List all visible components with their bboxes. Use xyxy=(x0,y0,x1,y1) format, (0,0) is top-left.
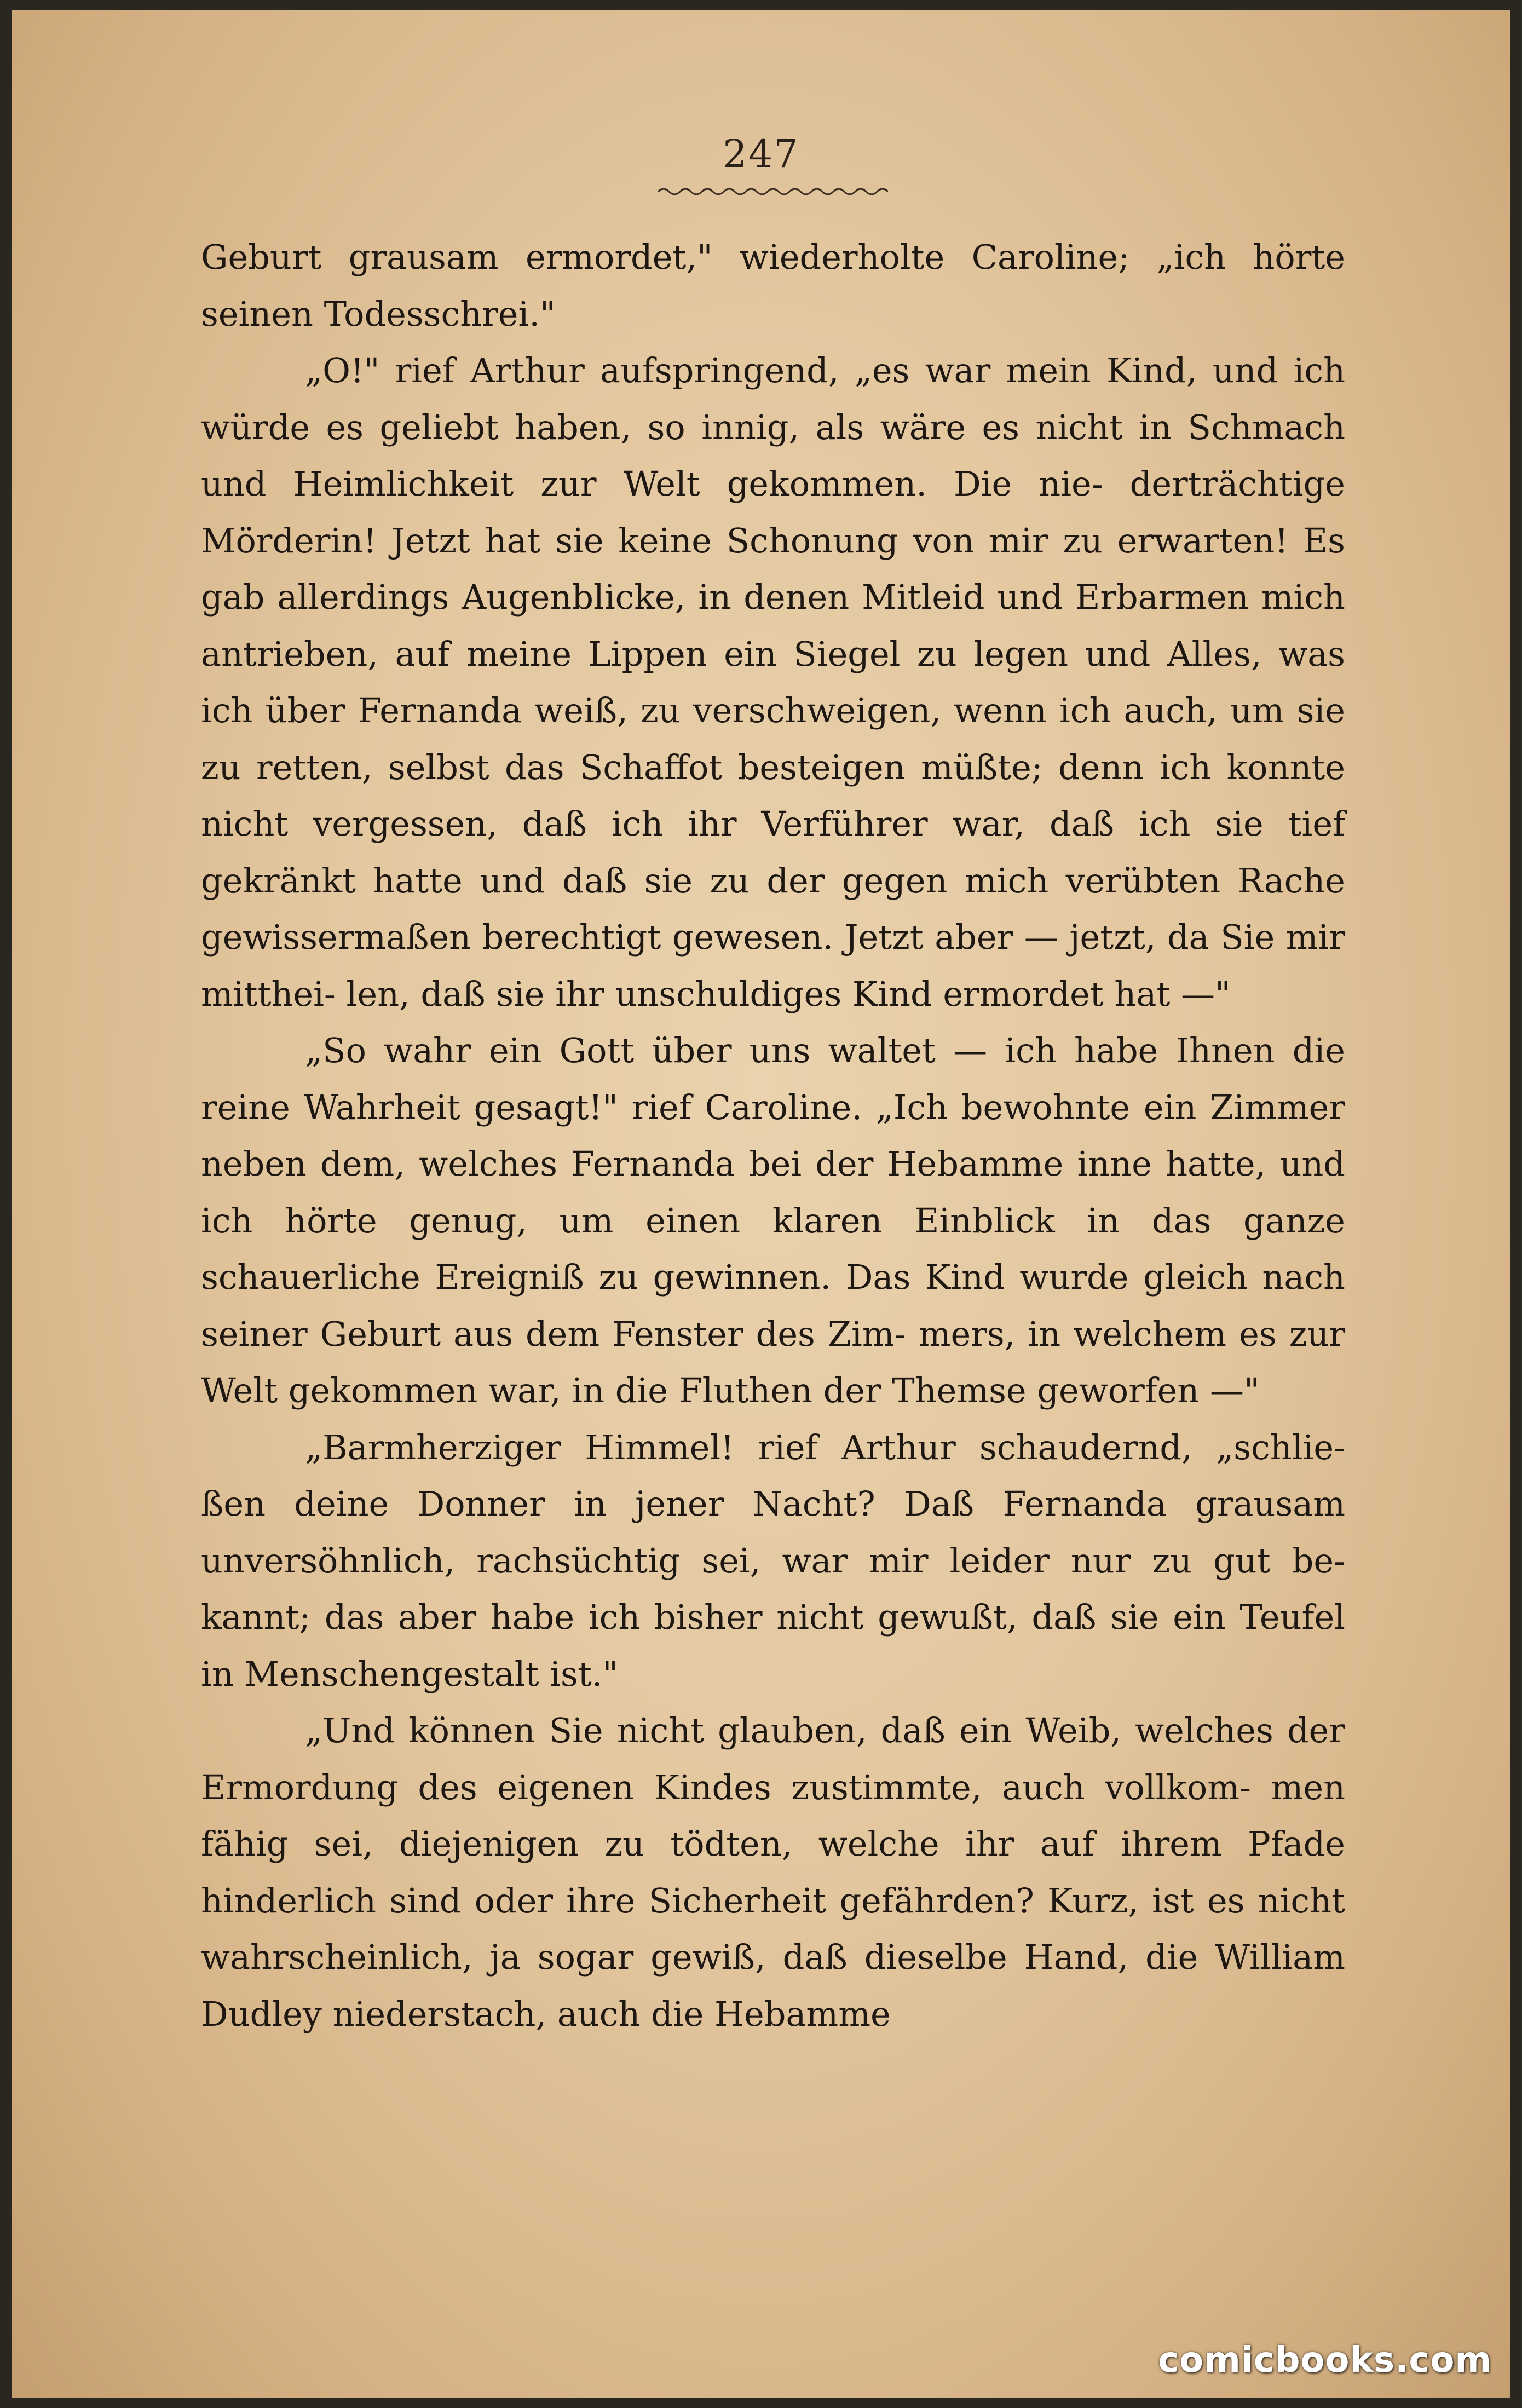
paragraph-3: „So wahr ein Gott über uns waltet — ich habe Ihnen die reine Wahrheit gesagt!" rief Caroline. „Ich bewohnte ein Zimmer neben dem, welches Fernanda bei der Hebamme inne hatte, und ich hörte genug, um einen klaren Einblick in das ganze schauerliche Ereigniß zu gewinnen. Das Kind wurde gleich nach seiner Geburt aus dem Fenster des Zim- mers, in welchem es zur Welt gekommen war, in die Fluthen der Themse geworfen —" xyxy=(201,1030,1345,1410)
paragraph-4: „Barmherziger Himmel! rief Arthur schaudernd, „schlie- ßen deine Donner in jener Nacht? Daß Fernanda grausam unversöhnlich, rachsüchtig sei, war mir leider nur zu gut be- kannt; das aber habe ich bisher nicht gewußt, daß sie ein Teufel in Menschengestalt ist." xyxy=(201,1427,1345,1694)
paragraph-1: Geburt grausam ermordet," wiederholte Caroline; „ich hörte seinen Todesschrei." xyxy=(201,237,1345,334)
book-page xyxy=(12,10,1510,2398)
watermark-logo: comicbooks.com xyxy=(1158,2340,1492,2381)
paragraph-2: „O!" rief Arthur aufspringend, „es war mein Kind, und ich würde es geliebt haben, so innig, als wäre es nicht in Schmach und Heimlichkeit zur Welt gekommen. Die nie- derträchtige Mörderin! Jetzt hat sie keine Schonung von mir zu erwarten! Es gab allerdings Augenblicke, in denen Mitleid und Erbarmen mich antrieben, auf meine Lippen ein Siegel zu legen und Alles, was ich über Fernanda weiß, zu verschweigen, wenn ich auch, um sie zu retten, selbst das Schaffot besteigen müßte; denn ich konnte nicht vergessen, daß ich ihr Verführer war, daß ich sie tief gekränkt hatte und daß sie zu der gegen mich verübten Rache gewissermaßen berechtigt gewesen. Jetzt aber — jetzt, da Sie mir mitthei- len, daß sie ihr unschuldiges Kind ermordet hat —" xyxy=(201,350,1345,1014)
page-number: 247 xyxy=(723,131,799,176)
body-text xyxy=(201,229,1345,2042)
ornament-divider xyxy=(658,185,888,198)
paragraph-5: „Und können Sie nicht glauben, daß ein Weib, welches der Ermordung des eigenen Kindes zustimmte, auch vollkom- men fähig sei, diejenigen zu tödten, welche ihr auf ihrem Pfade hinderlich sind oder ihre Sicherheit gefährden? Kurz, ist es nicht wahrscheinlich, ja sogar gewiß, daß dieselbe Hand, die William Dudley niederstach, auch die Hebamme xyxy=(201,1710,1345,2034)
